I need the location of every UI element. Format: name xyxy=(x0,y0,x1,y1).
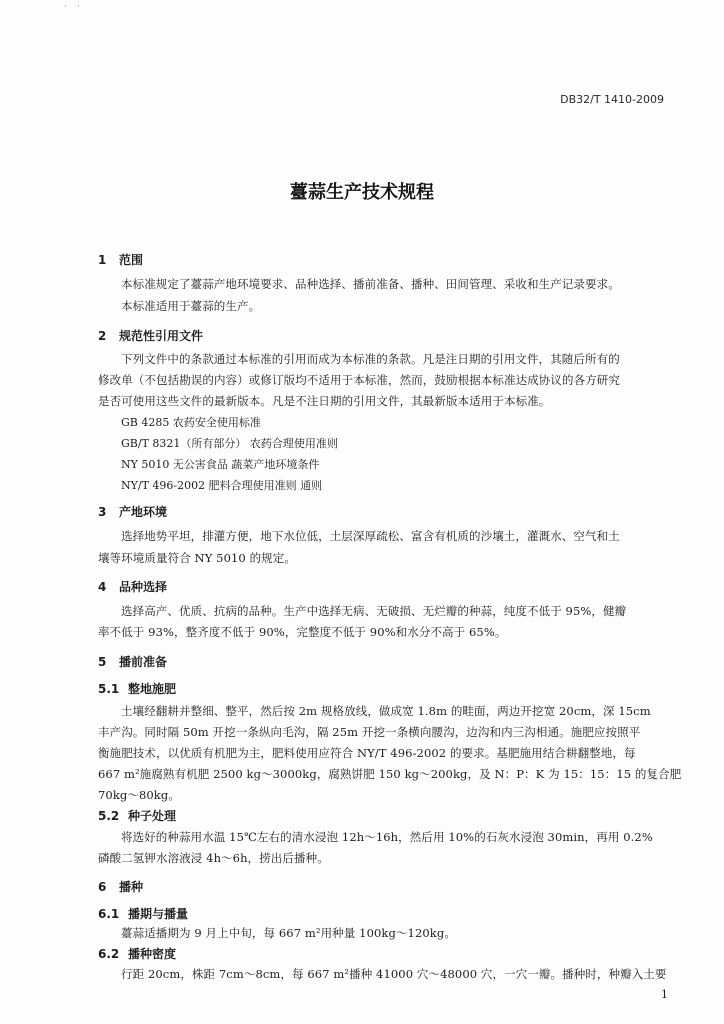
section-1-heading xyxy=(98,251,143,268)
reference-item: NY/T 496-2002 肥料合理使用准则 通则 xyxy=(121,479,323,492)
paragraph-line: 将选好的种蒜用水温 15℃左右的清水浸泡 12h～16h，然后用 10%的石灰水浸泡 30min，再用 0.2% xyxy=(121,830,653,844)
paragraph-line: 磷酸二氢钾水溶液浸 4h～6h，捞出后播种。 xyxy=(98,851,329,865)
section-3-heading xyxy=(98,503,167,520)
section-title: 播种 xyxy=(119,880,144,894)
section-number: 6 xyxy=(98,880,107,894)
paragraph-line: 是否可使用这些文件的最新版本。凡是不注日期的引用文件，其最新版本适用于本标准。 xyxy=(98,394,551,408)
section-number: 3 xyxy=(98,505,107,519)
scan-speckle: · · xyxy=(64,2,84,11)
paragraph-line: 薹蒜适播期为 9 月上中旬，每 667 m²用种量 100kg～120kg。 xyxy=(121,926,456,940)
section-title: 范围 xyxy=(119,253,144,267)
subsection-6-2-heading xyxy=(98,945,176,962)
page-number: 1 xyxy=(661,988,668,1001)
reference-item: NY 5010 无公害食品 蔬菜产地环境条件 xyxy=(121,458,320,471)
paragraph-line: 选择高产、优质、抗病的品种。生产中选择无病、无破损、无烂瓣的种蒜，纯度不低于 95%，健瓣 xyxy=(121,604,627,618)
subsection-title: 播期与播量 xyxy=(128,907,189,921)
paragraph-line: 本标准规定了薹蒜产地环境要求、品种选择、播前准备、播种、田间管理、采收和生产记录要求。 xyxy=(121,277,620,291)
section-2-heading xyxy=(98,327,203,344)
paragraph-line: 丰产沟。同时隔 50m 开挖一条纵向毛沟，隔 25m 开挖一条横向腰沟，边沟和内三沟相通。施肥应按照平 xyxy=(98,725,641,739)
section-number: 1 xyxy=(98,253,107,267)
section-number: 5 xyxy=(98,655,107,669)
subsection-number: 6.1 xyxy=(98,907,120,921)
section-4-heading xyxy=(98,578,167,595)
paragraph-line: 下列文件中的条款通过本标准的引用而成为本标准的条款。凡是注日期的引用文件，其随后所有的 xyxy=(121,352,620,366)
paragraph-line: 行距 20cm，株距 7cm～8cm，每 667 m²播种 41000 穴～48000 穴，一穴一瓣。播种时，种瓣入土要 xyxy=(121,967,667,981)
section-number: 2 xyxy=(98,329,107,343)
subsection-5-2-heading xyxy=(98,807,176,824)
document-title: 薹蒜生产技术规程 xyxy=(290,182,434,203)
paragraph-line: 本标准适用于薹蒜的生产。 xyxy=(121,299,261,313)
subsection-title: 整地施肥 xyxy=(128,682,177,696)
reference-item: GB 4285 农药安全使用标准 xyxy=(121,416,261,429)
section-title: 播前准备 xyxy=(119,655,168,669)
section-title: 规范性引用文件 xyxy=(119,329,204,343)
subsection-number: 5.2 xyxy=(98,809,120,823)
paragraph-line: 选择地势平坦，排灌方便，地下水位低，土层深厚疏松、富含有机质的沙壤土，灌溉水、空气和土 xyxy=(121,529,620,543)
paragraph-line: 修改单（不包括勘误的内容）或修订版均不适用于本标准，然而，鼓励根据本标准达成协议的各方研究 xyxy=(98,373,620,387)
subsection-5-1-heading xyxy=(98,680,176,697)
subsection-number: 6.2 xyxy=(98,947,120,961)
section-5-heading xyxy=(98,653,167,670)
section-6-heading xyxy=(98,878,143,895)
section-title: 产地环境 xyxy=(119,505,168,519)
subsection-number: 5.1 xyxy=(98,682,120,696)
section-number: 4 xyxy=(98,580,107,594)
subsection-title: 播种密度 xyxy=(128,947,177,961)
paragraph-line: 土壤经翻耕并整细、整平，然后按 2m 规格放线，做成宽 1.8m 的畦面，两边开挖宽 20cm，深 15cm xyxy=(121,704,651,718)
paragraph-line: 壤等环境质量符合 NY 5010 的规定。 xyxy=(98,551,296,565)
section-title: 品种选择 xyxy=(119,580,168,594)
paragraph-line: 70kg～80kg。 xyxy=(98,788,180,802)
paragraph-line: 衡施肥技术，以优质有机肥为主，肥料使用应符合 NY/T 496-2002 的要求。基肥施用结合耕翻整地，每 xyxy=(98,746,636,760)
paragraph-line: 率不低于 93%，整齐度不低于 90%，完整度不低于 90%和水分不高于 65%。 xyxy=(98,625,507,639)
subsection-6-1-heading xyxy=(98,905,188,922)
standard-number: DB32/T 1410-2009 xyxy=(560,93,664,106)
reference-item: GB/T 8321（所有部分） 农药合理使用准则 xyxy=(121,437,338,450)
subsection-title: 种子处理 xyxy=(128,809,177,823)
paragraph-line: 667 m²施腐熟有机肥 2500 kg～3000kg，腐熟饼肥 150 kg～200kg，及 N：P：K 为 15：15：15 的复合肥 xyxy=(98,767,682,781)
